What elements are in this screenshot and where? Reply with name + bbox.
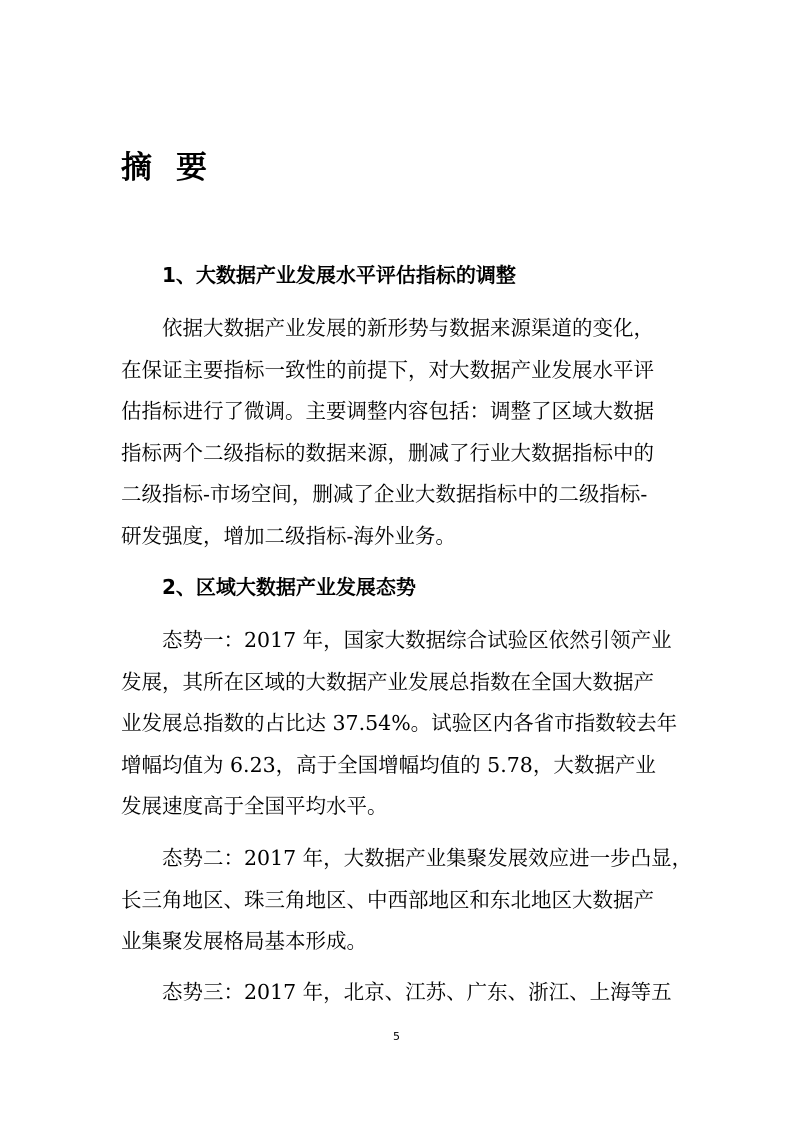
paragraph-line: 业集聚发展格局基本形成。 [121,929,367,954]
paragraph-line: 长三角地区、珠三角地区、中西部地区和东北地区大数据产 [121,887,654,912]
title-char-2: 要 [176,150,207,186]
section-1-paragraph [121,308,681,558]
page-number: 5 [393,1030,400,1043]
paragraph-line: 发展，其所在区域的大数据产业发展总指数在全国大数据产 [121,669,654,694]
paragraph-line: 发展速度高于全国平均水平。 [121,794,388,819]
paragraph-line: 估指标进行了微调。主要调整内容包括：调整了区域大数据 [121,399,654,424]
page-title [121,148,207,188]
paragraph-line: 态势一：2017 年，国家大数据综合试验区依然引领产业 [162,628,672,652]
section-2-heading: 2、区域大数据产业发展态势 [162,575,416,599]
title-char-1: 摘 [121,150,152,186]
paragraph-line: 依据大数据产业发展的新形势与数据来源渠道的变化， [162,316,654,340]
trend-3-paragraph [121,972,681,1014]
paragraph-line: 增幅均值为 6.23，高于全国增幅均值的 5.78，大数据产业 [121,752,656,777]
paragraph-line: 研发强度，增加二级指标-海外业务。 [121,523,456,548]
paragraph-line: 态势二：2017 年，大数据产业集聚发展效应进一步凸显， [162,846,693,870]
paragraph-line: 指标两个二级指标的数据来源，删减了行业大数据指标中的 [121,440,654,465]
trend-2-paragraph [121,838,693,963]
section-1-heading: 1、大数据产业发展水平评估指标的调整 [162,263,516,287]
paragraph-line: 在保证主要指标一致性的前提下，对大数据产业发展水平评 [121,357,654,382]
paragraph-line: 业发展总指数的占比达 37.54%。试验区内各省市指数较去年 [121,711,678,736]
paragraph-line: 态势三：2017 年，北京、江苏、广东、浙江、上海等五 [162,980,672,1004]
paragraph-line: 二级指标-市场空间，删减了企业大数据指标中的二级指标- [121,482,648,507]
trend-1-paragraph [121,620,681,828]
